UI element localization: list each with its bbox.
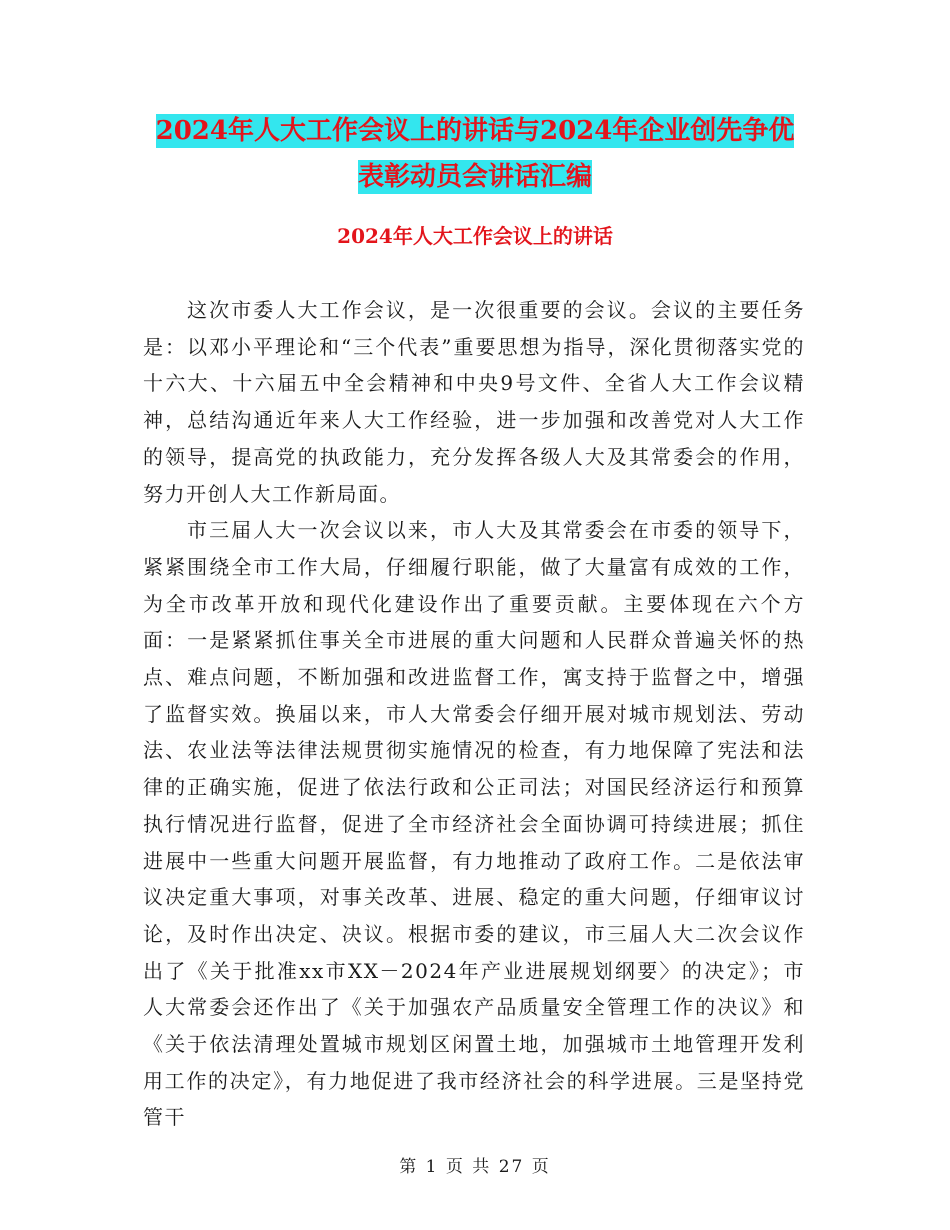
document-title-line-2: 表彰动员会讲话汇编: [357, 162, 592, 192]
document-body: [143, 292, 805, 1136]
paragraph-1: 这次市委人大工作会议，是一次很重要的会议。会议的主要任务是：以邓小平理论和“三个代表”重要思想为指导，深化贯彻落实党的十六大、十六届五中全会精神和中央9号文件、全省人大工作会议精神，总结沟通近年来人大工作经验，进一步加强和改善党对人大工作的领导，提高党的执政能力，充分发挥各级人大及其常委会的作用，努力开创人大工作新局面。: [143, 298, 805, 506]
paragraph-2: 市三届人大一次会议以来，市人大及其常委会在市委的领导下，紧紧围绕全市工作大局，仔细履行职能，做了大量富有成效的工作，为全市改革开放和现代化建设作出了重要贡献。主要体现在六个方面：一是紧紧抓住事关全市进展的重大问题和人民群众普遍关怀的热点、难点问题，不断加强和改进监督工作，寓支持于监督之中，增强了监督实效。换届以来，市人大常委会仔细开展对城市规划法、劳动法、农业法等法律法规贯彻实施情况的检查，有力地保障了宪法和法律的正确实施，促进了依法行政和公正司法；对国民经济运行和预算执行情况进行监督，促进了全市经济社会全面协调可持续进展；抓住进展中一些重大问题开展监督，有力地推动了政府工作。二是依法审议决定重大事项，对事关改革、进展、稳定的重大问题，仔细审议讨论，及时作出决定、决议。根据市委的建议，市三届人大二次会议作出了《关于批准xx市XX－2024年产业进展规划纲要〉的决定》；市人大常委会还作出了《关于加强农产品质量安全管理工作的决议》和《关于依法清理处置城市规划区闲置土地，加强城市土地管理开发利用工作的决定》，有力地促进了我市经济社会的科学进展。三是坚持党管干: [143, 518, 805, 1130]
document-title-line-1: 2024年人大工作会议上的讲话与2024年企业创先争优: [155, 116, 795, 146]
page-footer: 第 1 页 共 27 页: [399, 1157, 551, 1177]
document-title: [0, 108, 950, 200]
section-title: 2024年人大工作会议上的讲话: [337, 224, 613, 248]
